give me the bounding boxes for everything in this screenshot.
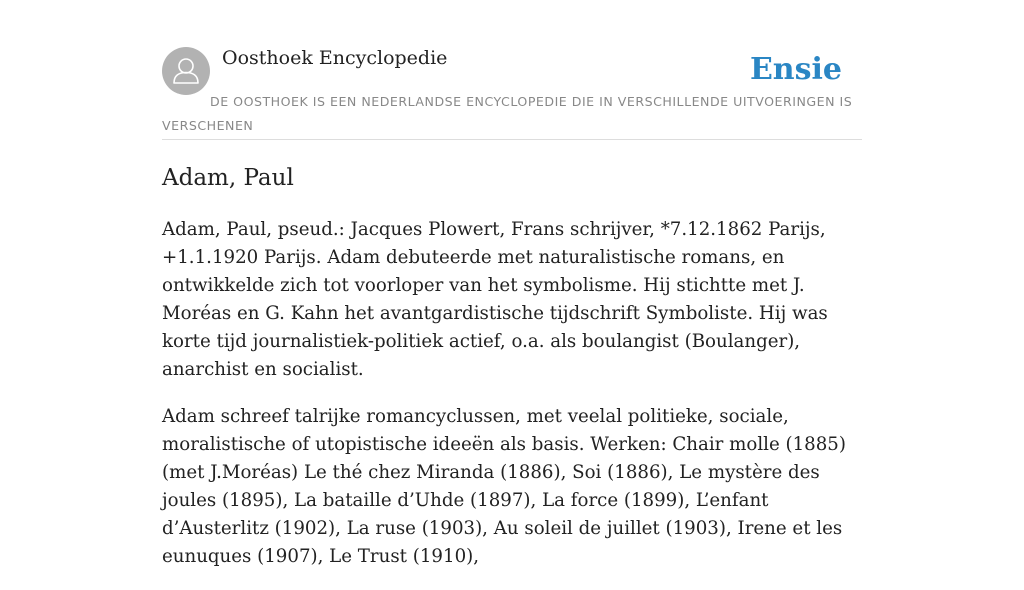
ensie-logo[interactable]: Ensie	[749, 52, 842, 87]
site-name[interactable]: Oosthoek Encyclopedie	[222, 47, 448, 69]
site-tagline: DE OOSTHOEK IS EEN NEDERLANDSE ENCYCLOPEDIE DIE IN VERSCHILLENDE UITVOERINGEN IS VERSCHENEN	[162, 94, 853, 133]
article-paragraph: Adam, Paul, pseud.: Jacques Plowert, Frans schrijver, *7.12.1862 Parijs, +1.1.1920 Parijs. Adam debuteerde met naturalistische romans, en ontwikkelde zich tot voorloper van het symbolisme. Hij stichtte met J. Moréas en G. Kahn het avantgardistische tijdschrift Symboliste. Hij was korte tijd journalistiek-politiek actief, o.a. als boulangist (Boulanger), anarchist en socialist.	[162, 219, 828, 380]
article-body	[162, 216, 862, 590]
user-silhouette-icon	[162, 47, 210, 95]
header-divider	[162, 139, 862, 140]
page	[162, 0, 862, 567]
article-title: Adam, Paul	[162, 165, 294, 191]
article-paragraph: Adam schreef talrijke romancyclussen, met veelal politieke, sociale, moralistische of utopistische ideeën als basis. Werken: Chair molle (1885) (met J.Moréas) Le thé chez Miranda (1886), Soi (1886), Le mystère des joules (1895), La bataille d’Uhde (1897), La force (1899), L’enfant d’Austerlitz (1902), La ruse (1903), Au soleil de juillet (1903), Irene et les eunuques (1907), Le Trust (1910),	[162, 406, 846, 567]
author-avatar[interactable]	[162, 47, 210, 95]
